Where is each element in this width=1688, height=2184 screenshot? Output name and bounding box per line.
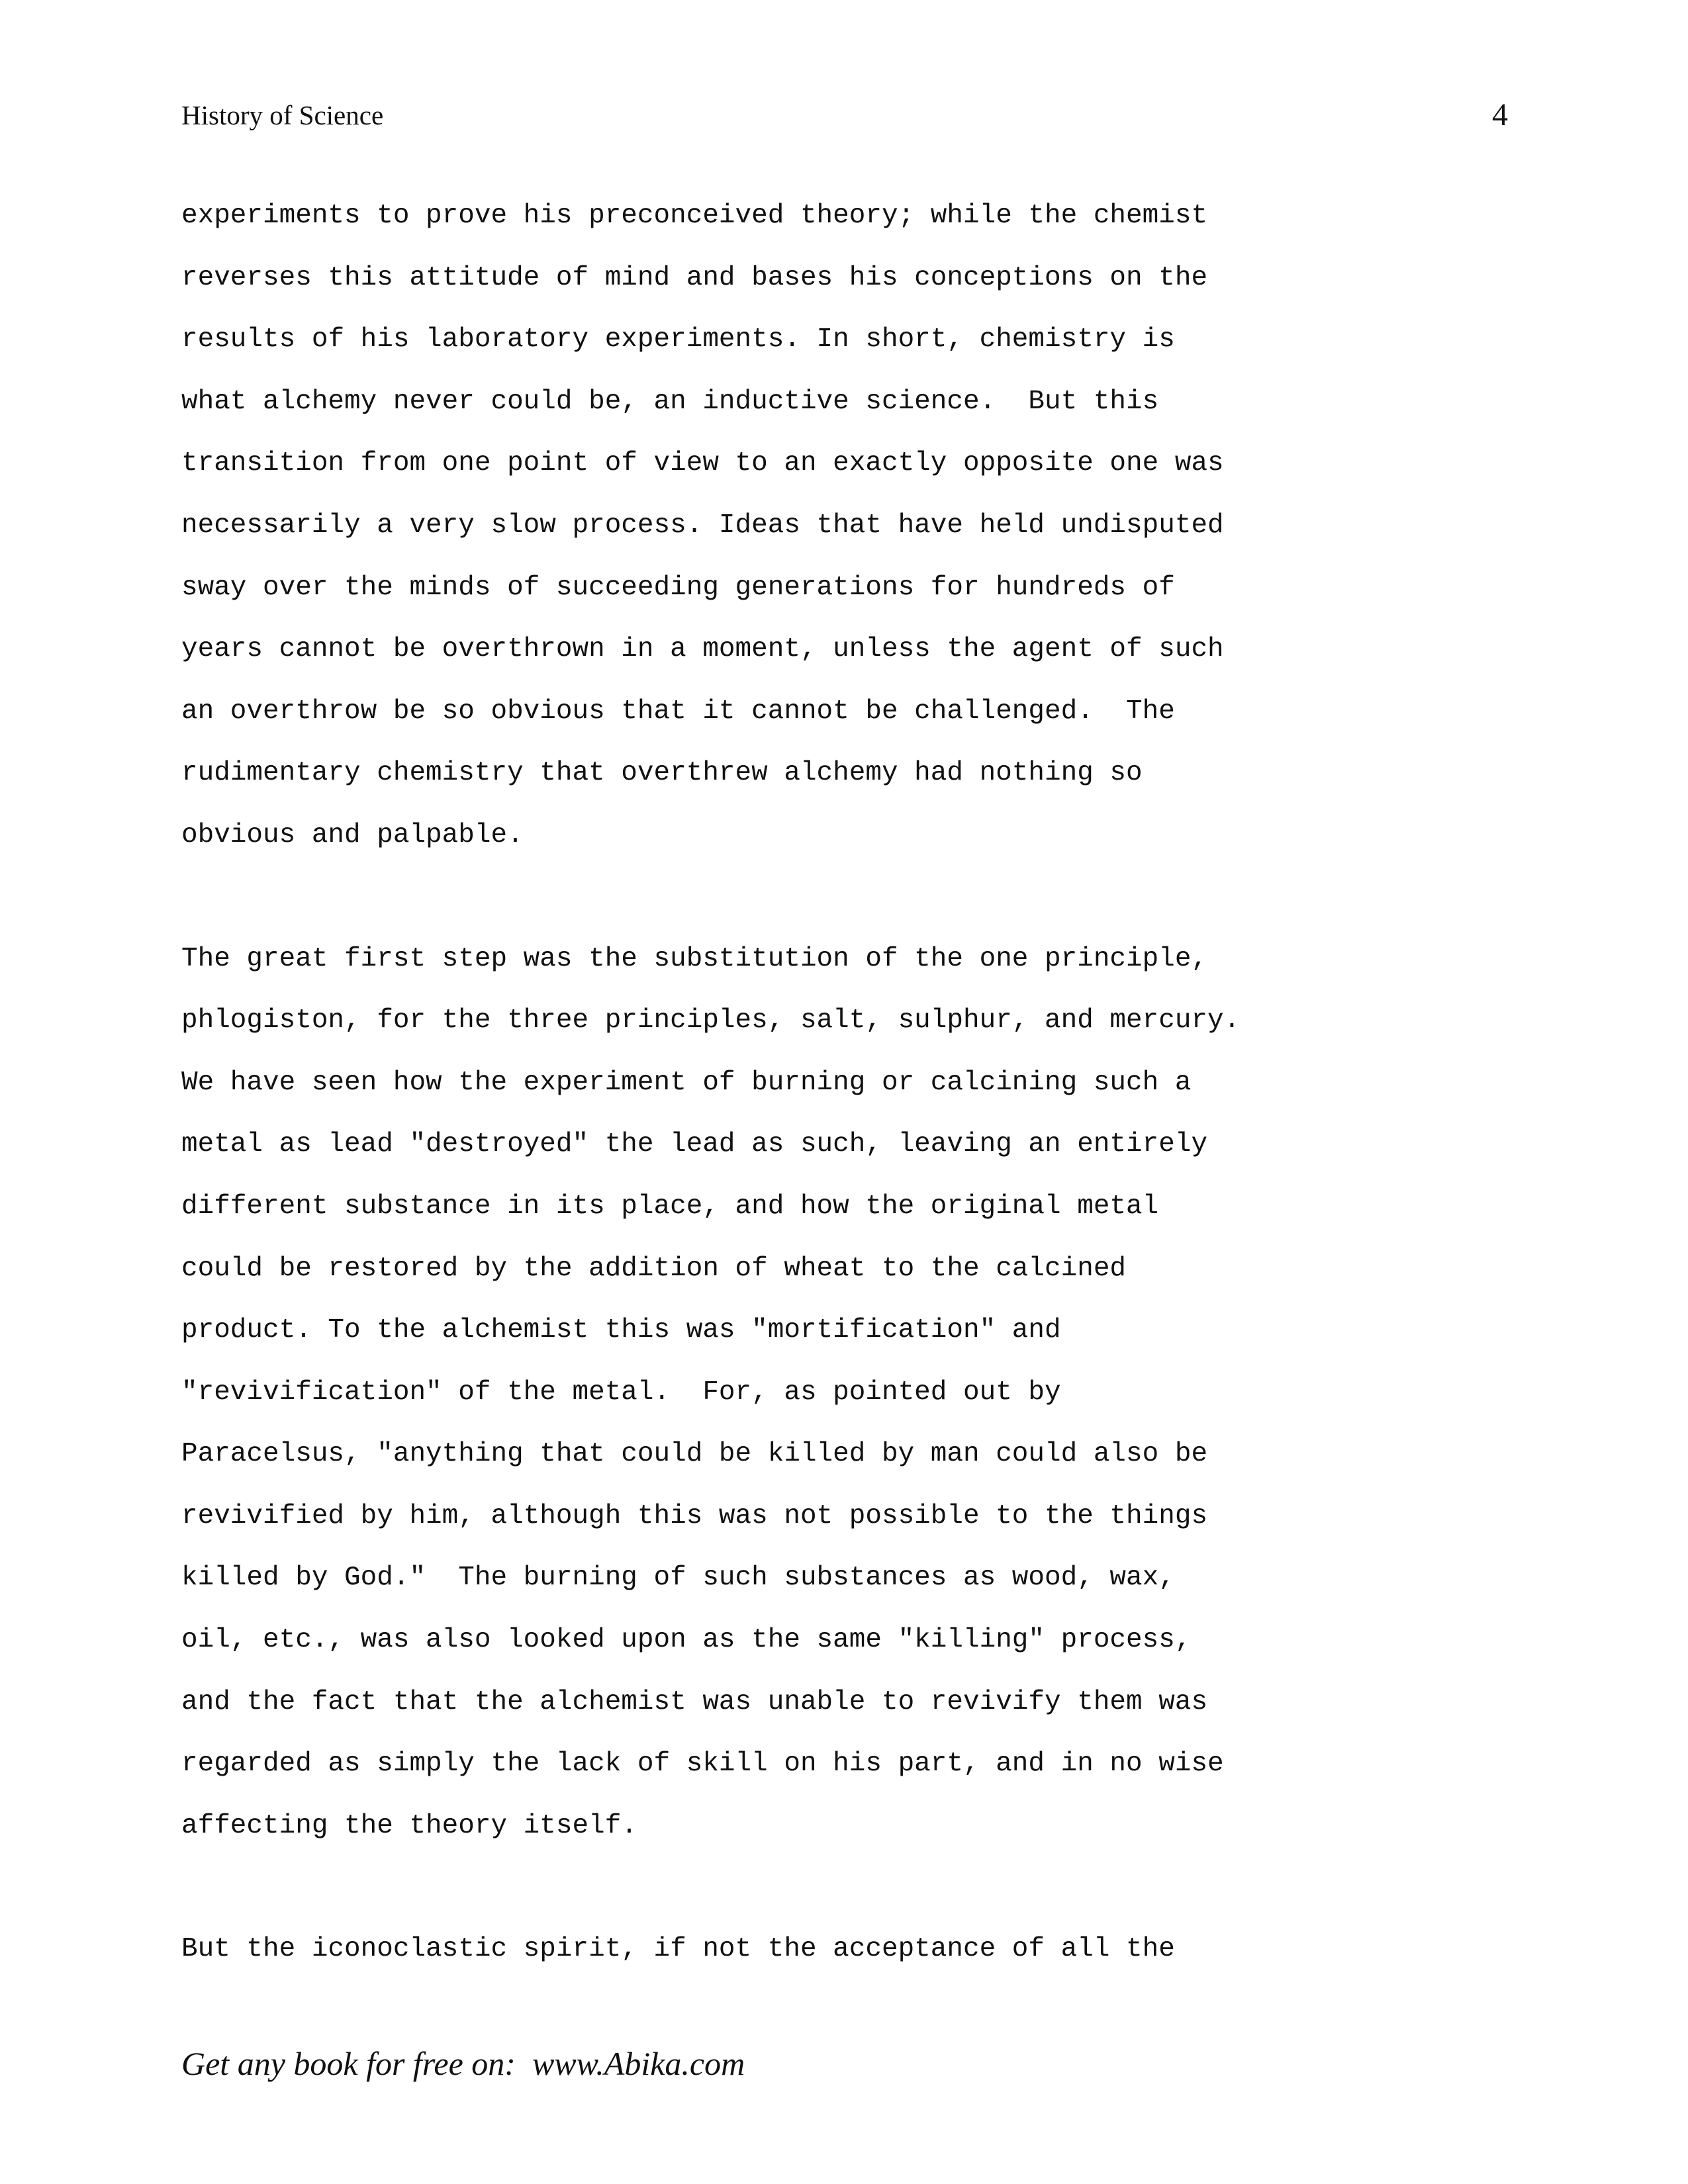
text-line: obvious and palpable. [181,819,524,850]
page-number: 4 [1492,97,1508,132]
text-line: transition from one point of view to an exactly opposite one was [181,448,1224,479]
text-line: an overthrow be so obvious that it cannot be challenged. The [181,696,1175,727]
body-text [181,195,1479,2052]
text-line: affecting the theory itself. [181,1810,637,1841]
text-line: experiments to prove his preconceived theory; while the chemist [181,201,1208,231]
text-line: Paracelsus, "anything that could be killed by man could also be [181,1439,1208,1470]
text-line: phlogiston, for the three principles, salt, sulphur, and mercury. [181,1005,1241,1036]
text-line: killed by God." The burning of such substances as wood, wax, [181,1563,1175,1594]
text-line: "revivification" of the metal. For, as pointed out by [181,1377,1061,1408]
text-line: necessarily a very slow process. Ideas that have held undisputed [181,510,1224,541]
text-line: revivified by him, although this was not possible to the things [181,1500,1208,1531]
paragraph [181,195,1479,877]
text-line: results of his laboratory experiments. In short, chemistry is [181,324,1175,355]
text-line: what alchemy never could be, an inductive science. But this [181,386,1159,417]
text-line: oil, etc., was also looked upon as the same "killing" process, [181,1625,1192,1656]
text-line: and the fact that the alchemist was unable to revivify them was [181,1686,1208,1717]
text-line: product. To the alchemist this was "mortification" and [181,1315,1061,1346]
footer-promo: Get any book for free on: www.Abika.com [181,2045,745,2082]
text-line: metal as lead "destroyed" the lead as such, leaving an entirely [181,1129,1208,1160]
text-line: reverses this attitude of mind and bases his conceptions on the [181,262,1208,293]
running-title: History of Science [181,100,384,130]
text-line: We have seen how the experiment of burning or calcining such a [181,1067,1192,1098]
text-line: years cannot be overthrown in a moment, unless the agent of such [181,634,1224,665]
text-line: regarded as simply the lack of skill on his part, and in no wise [181,1749,1224,1780]
paragraph [181,938,1479,1868]
text-line: rudimentary chemistry that overthrew alchemy had nothing so [181,758,1143,789]
text-line: could be restored by the addition of wheat to the calcined [181,1253,1127,1284]
text-line: The great first step was the substitution of the one principle, [181,943,1208,974]
text-line: sway over the minds of succeeding generations for hundreds of [181,572,1175,603]
paragraph [181,1929,1479,1991]
text-line: But the iconoclastic spirit, if not the acceptance of all the [181,1934,1175,1965]
text-line: different substance in its place, and how the original metal [181,1191,1159,1222]
